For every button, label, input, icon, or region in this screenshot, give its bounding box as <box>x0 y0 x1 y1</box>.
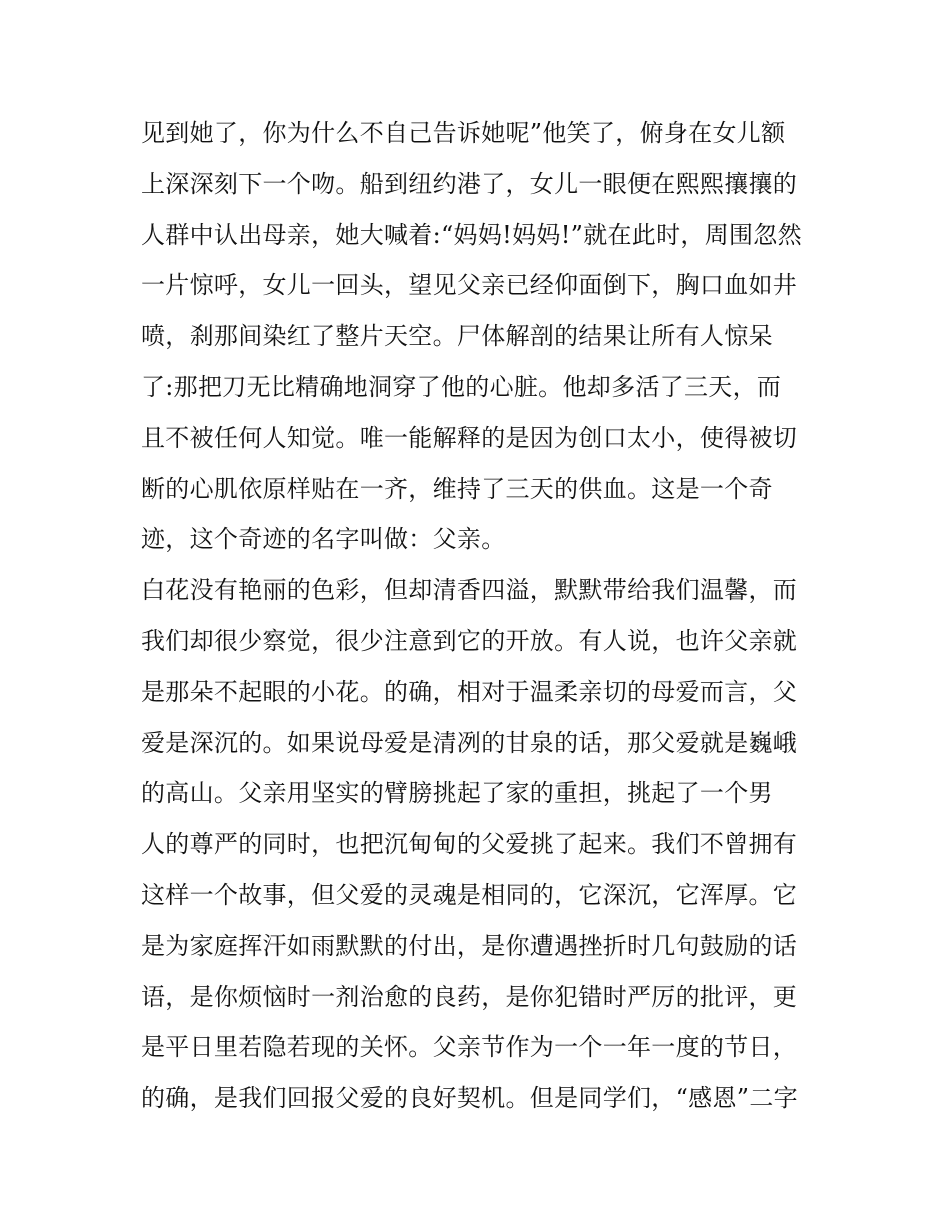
text-line: 是那朵不起眼的小花。的确，相对于温柔亲切的母爱而言，父 <box>141 677 798 706</box>
text-line: 是为家庭挥汗如雨默默的付出，是你遭遇挫折时几句鼓励的话 <box>141 931 798 960</box>
text-line: 喷，刹那间染红了整片天空。尸体解剖的结果让所有人惊呆 <box>141 322 773 351</box>
text-line: 的确，是我们回报父爱的良好契机。但是同学们，“感恩”二字 <box>141 1084 798 1113</box>
text-line: 迹，这个奇迹的名字叫做：父亲。 <box>141 525 506 554</box>
text-line: 且不被任何人知觉。唯一能解释的是因为创口太小，使得被切 <box>141 423 798 452</box>
text-line: 是平日里若隐若现的关怀。父亲节作为一个一年一度的节日， <box>141 1033 798 1062</box>
text-line: 白花没有艳丽的色彩，但却清香四溢，默默带给我们温馨，而 <box>141 576 798 605</box>
text-line: 人群中认出母亲，她大喊着:“妈妈!妈妈!”就在此时，周围忽然 <box>141 220 802 249</box>
text-line: 一片惊呼，女儿一回头，望见父亲已经仰面倒下，胸口血如井 <box>141 271 798 300</box>
text-line: 爱是深沉的。如果说母爱是清冽的甘泉的话，那父爱就是巍峨 <box>141 728 798 757</box>
text-line: 的高山。父亲用坚实的臂膀挑起了家的重担，挑起了一个男 <box>141 779 773 808</box>
body-text <box>141 108 821 1124</box>
text-line: 语，是你烦恼时一剂治愈的良药，是你犯错时严厉的批评，更 <box>141 982 798 1011</box>
text-line: 了:那把刀无比精确地洞穿了他的心脏。他却多活了三天，而 <box>141 372 782 401</box>
text-line: 上深深刻下一个吻。船到纽约港了，女儿一眼便在熙熙攘攘的 <box>141 169 798 198</box>
text-line: 见到她了，你为什么不自己告诉她呢”他笑了，俯身在女儿额 <box>141 119 786 147</box>
text-line: 人的尊严的同时，也把沉甸甸的父爱挑了起来。我们不曾拥有 <box>141 830 798 859</box>
text-line: 我们却很少察觉，很少注意到它的开放。有人说，也许父亲就 <box>141 626 798 655</box>
text-line: 这样一个故事，但父爱的灵魂是相同的，它深沉，它浑厚。它 <box>141 880 798 909</box>
text-line: 断的心肌依原样贴在一齐，维持了三天的供血。这是一个奇 <box>141 474 773 503</box>
